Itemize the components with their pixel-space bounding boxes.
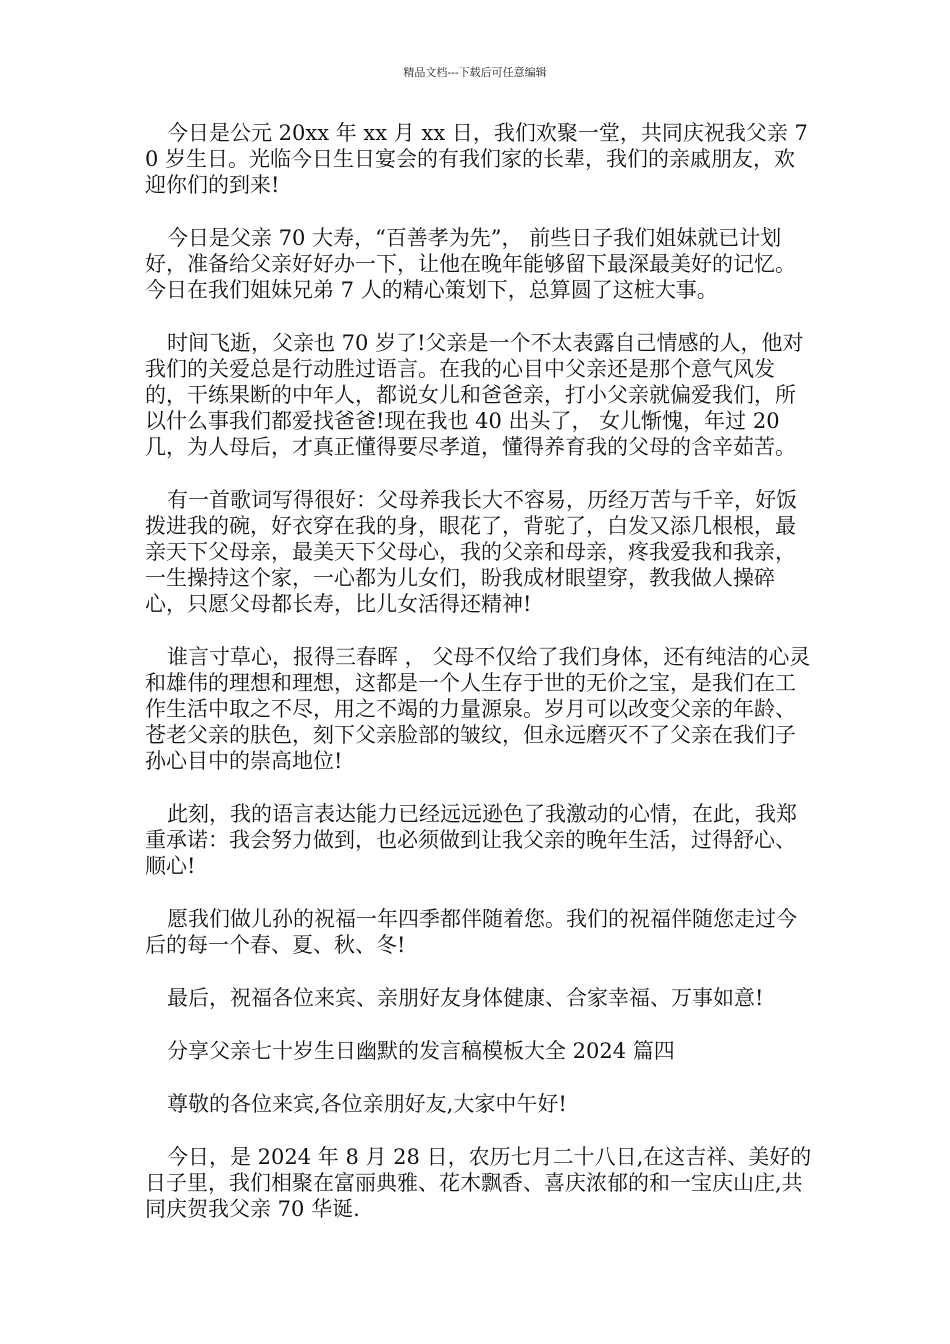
- paragraph-1: 今日是公元 20xx 年 xx 月 xx 日，我们欢聚一堂，共同庆祝我父亲 70 岁生日。光临今日生日宴会的有我们家的长辈，我们的亲戚朋友，欢迎你们的到来!: [145, 121, 808, 197]
- paragraph-6: 此刻，我的语言表达能力已经远远逊色了我激动的心情，在此，我郑重承诺：我会努力做到，也必须做到让我父亲的晚年生活，过得舒心、顺心!: [145, 802, 797, 878]
- paragraph-5: 谁言寸草心，报得三春晖 ， 父母不仅给了我们身体，还有纯洁的心灵和雄伟的理想和理想，这都是一个人生存于世的无价之宝，是我们在工作生活中取之不尽，用之不竭的力量源泉。岁月可以改变父亲的年龄、苍老父亲的肤色，刻下父亲脸部的皱纹，但永远磨灭不了父亲在我们子孙心目中的崇高地位!: [145, 645, 811, 773]
- paragraph-8: 最后，祝福各位来宾、亲朋好友身体健康、合家幸福、万事如意!: [167, 986, 764, 1010]
- paragraph-2: 今日是父亲 70 大寿，“百善孝为先”， 前些日子我们姐妹就已计划好，准备给父亲好好办一下，让他在晚年能够留下最深最美好的记忆。今日在我们姐妹兄弟 7 人的精心策划下，总算圆了这桩大事。: [145, 226, 796, 302]
- paragraph-11: 今日，是 2024 年 8 月 28 日，农历七月二十八日,在这吉祥、美好的日子里，我们相聚在富丽典雅、花木飘香、喜庆浓郁的和一宝庆山庄,共同庆贺我父亲 70 华诞.: [145, 1145, 812, 1221]
- paragraph-3: 时间飞逝，父亲也 70 岁了!父亲是一个不太表露自己情感的人，他对我们的关爱总是行动胜过语言。在我的心目中父亲还是那个意气风发的，干练果断的中年人，都说女儿和爸爸亲，打小父亲就偏爱我们，所以什么事我们都爱找爸爸!现在我也 40 出头了， 女儿惭愧，年过 20 几，为人母后，才真正懂得要尽孝道，懂得养育我的父母的含辛茹苦。: [145, 331, 804, 459]
- page-header: 精品文档---下载后可任意编辑: [403, 66, 547, 79]
- greeting-paragraph: 尊敬的各位来宾,各位亲朋好友,大家中午好!: [167, 1092, 567, 1116]
- section-title: 分享父亲七十岁生日幽默的发言稿模板大全 2024 篇四: [167, 1039, 675, 1063]
- paragraph-4: 有一首歌词写得很好：父母养我长大不容易，历经万苦与千辛，好饭拨进我的碗，好衣穿在我的身，眼花了，背驼了，白发又添几根根，最亲天下父母亲，最美天下父母心，我的父亲和母亲，疼我爱我和我亲，一生操持这个家，一心都为儿女们，盼我成材眼望穿，教我做人操碎心，只愿父母都长寿，比儿女活得还精神!: [145, 488, 797, 616]
- paragraph-7: 愿我们做儿孙的祝福一年四季都伴随着您。我们的祝福伴随您走过今后的每一个春、夏、秋、冬!: [145, 907, 797, 957]
- document-body: [145, 120, 815, 1249]
